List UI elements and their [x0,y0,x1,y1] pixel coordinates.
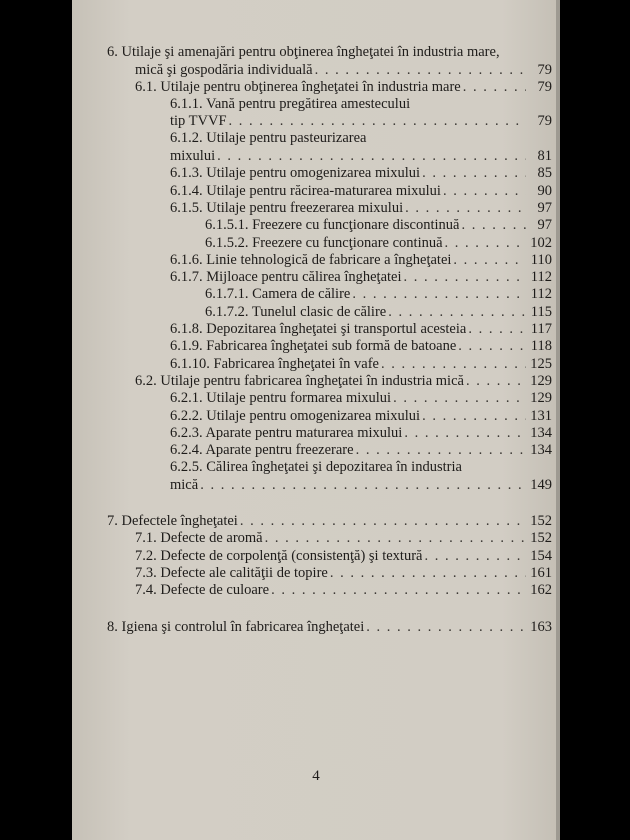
toc-entry[interactable] [107,182,552,199]
toc-leader-dots [229,113,526,130]
toc-entry-title: 6.1.7.2. Tunelul clasic de călire [205,303,387,320]
toc-entry-title: 6.1.5.2. Freezere cu funcţionare continuă [205,234,443,251]
toc-entry[interactable] [107,269,552,286]
toc-entry[interactable] [107,130,552,165]
toc-entry-page: 152 [530,513,552,530]
toc-entry-page: 118 [530,338,552,355]
toc-leader-dots [381,356,526,373]
toc-entry-title: 6.1.6. Linie tehnologică de fabricare a îngheţatei [170,251,452,268]
toc-entry-title: 7.4. Defecte de culoare [135,582,270,599]
toc-entry-title: 6.1.10. Fabricarea îngheţatei în vafe [170,355,379,372]
toc-entry-page: 79 [537,78,552,95]
toc-leader-dots [388,304,526,321]
toc-entry-page: 79 [537,61,552,78]
toc-entry-title-continued: tip TVVF [170,113,227,130]
toc-entry-title: 7. Defectele îngheţatei [107,513,238,530]
toc-entry[interactable] [107,338,552,355]
toc-leader-dots [445,235,526,252]
toc-entry-page: 110 [530,251,552,268]
toc-entry[interactable] [107,513,552,530]
toc-entry[interactable] [107,530,552,547]
toc-leader-dots [466,373,526,390]
toc-entry-page: 97 [537,199,552,216]
toc-entry-page: 162 [530,582,552,599]
toc-leader-dots [271,582,526,599]
toc-entry-page: 81 [537,148,552,165]
toc-entry[interactable] [107,442,552,459]
toc-entry-title-continued: mixului [170,148,216,165]
toc-entry-page: 129 [530,390,552,407]
toc-entry[interactable] [107,165,552,182]
toc-leader-dots [265,530,526,547]
section-gap [107,599,552,618]
toc-leader-dots [461,217,526,234]
toc-entry-page: 79 [537,113,552,130]
toc-leader-dots [424,548,526,565]
page-number: 4 [312,768,320,784]
book-page [72,0,560,840]
toc-entry[interactable] [107,390,552,407]
toc-entry-title: 6.1. Utilaje pentru obţinerea îngheţatei în industria mare [135,78,461,95]
toc-entry-page: 102 [530,234,552,251]
toc-leader-dots [453,252,526,269]
toc-entry-page: 163 [530,618,552,635]
toc-entry-title: 6.2.5. Călirea îngheţatei şi depozitarea în industria [170,459,462,476]
toc-entry-title: 6.1.4. Utilaje pentru răcirea-maturarea mixului [170,182,441,199]
toc-entry-title: 6.1.2. Utilaje pentru pasteurizarea [170,130,367,147]
toc-leader-dots [330,565,526,582]
toc-entry[interactable] [107,459,552,494]
toc-entry-title: 6.1.1. Vană pentru pregătirea amestecului [170,95,411,112]
toc-leader-dots [405,200,526,217]
toc-entry-title-continued: mică şi gospodăria individuală [135,61,313,78]
section-gap [107,494,552,513]
toc-entry-title-continued: mică [170,476,199,493]
toc-leader-dots [352,286,526,303]
toc-entry[interactable] [107,96,552,131]
toc-entry[interactable] [107,355,552,372]
toc-entry-page: 131 [530,407,552,424]
toc-entry[interactable] [107,407,552,424]
toc-entry-page: 97 [537,217,552,234]
toc-entry-page: 112 [530,269,552,286]
toc-entry[interactable] [107,321,552,338]
toc-entry-page: 117 [530,321,552,338]
toc-entry-page: 161 [530,564,552,581]
toc-entry-page: 129 [530,372,552,389]
toc-entry-title: 6.2.2. Utilaje pentru omogenizarea mixului [170,407,421,424]
toc-leader-dots [468,321,526,338]
toc-leader-dots [404,425,526,442]
toc-leader-dots [240,513,526,530]
toc-entry[interactable] [107,234,552,251]
toc-entry[interactable] [107,582,552,599]
toc-entry[interactable] [107,217,552,234]
toc-entry[interactable] [107,425,552,442]
toc-entry[interactable] [107,79,552,96]
toc-entry-title: 7.2. Defecte de corpolenţă (consistenţă) şi textură [135,547,423,564]
toc-entry-title: 6.1.7. Mijloace pentru călirea îngheţatei [170,269,402,286]
toc-entry[interactable] [107,373,552,390]
toc-entry-page: 154 [530,547,552,564]
toc-entry-title: 6.2.1. Utilaje pentru formarea mixului [170,390,392,407]
toc-entry-page: 149 [530,476,552,493]
toc-entry[interactable] [107,286,552,303]
toc-entry[interactable] [107,565,552,582]
page-edge [556,0,560,840]
toc-entry-page: 85 [537,165,552,182]
toc-entry-page: 134 [530,424,552,441]
toc-leader-dots [217,148,526,165]
toc-leader-dots [315,62,526,79]
toc-entry-page: 134 [530,442,552,459]
toc-entry-title: 7.1. Defecte de aromă [135,530,263,547]
table-of-contents [107,44,552,636]
toc-entry[interactable] [107,252,552,269]
toc-entry[interactable] [107,44,552,79]
toc-leader-dots [393,390,526,407]
toc-entry[interactable] [107,303,552,320]
toc-entry-title: 6.1.3. Utilaje pentru omogenizarea mixului [170,165,421,182]
toc-leader-dots [404,269,526,286]
toc-entry[interactable] [107,547,552,564]
toc-leader-dots [458,338,526,355]
toc-leader-dots [356,442,526,459]
toc-entry-title: 6.1.5. Utilaje pentru freezerarea mixului [170,199,404,216]
toc-entry-page: 112 [530,286,552,303]
toc-entry-title: 6. Utilaje şi amenajări pentru obţinerea îngheţatei în industria mare, [107,44,500,60]
toc-entry-title: 6.2.3. Aparate pentru maturarea mixului [170,424,403,441]
toc-leader-dots [366,619,526,636]
toc-leader-dots [443,183,526,200]
toc-entry-title: 6.1.9. Fabricarea îngheţatei sub formă de batoane [170,338,457,355]
toc-leader-dots [200,477,526,494]
toc-entry-page: 90 [537,182,552,199]
toc-entry-title: 6.1.8. Depozitarea îngheţatei şi transportul acesteia [170,321,467,338]
toc-leader-dots [463,79,526,96]
toc-leader-dots [422,165,526,182]
toc-entry-page: 152 [530,530,552,547]
toc-entry[interactable] [107,618,552,635]
toc-entry-title: 8. Igiena şi controlul în fabricarea îngheţatei [107,618,365,635]
toc-leader-dots [422,408,526,425]
toc-entry-title: 6.2.4. Aparate pentru freezerare [170,442,354,459]
toc-entry-title: 6.1.7.1. Camera de călire [205,286,351,303]
toc-entry-title: 7.3. Defecte ale calităţii de topire [135,564,328,581]
toc-entry-title: 6.2. Utilaje pentru fabricarea îngheţatei în industria mică [135,372,464,389]
toc-entry-title: 6.1.5.1. Freezere cu funcţionare discontinuă [205,217,460,234]
toc-entry[interactable] [107,200,552,217]
toc-entry-page: 115 [530,303,552,320]
toc-entry-page: 125 [530,355,552,372]
